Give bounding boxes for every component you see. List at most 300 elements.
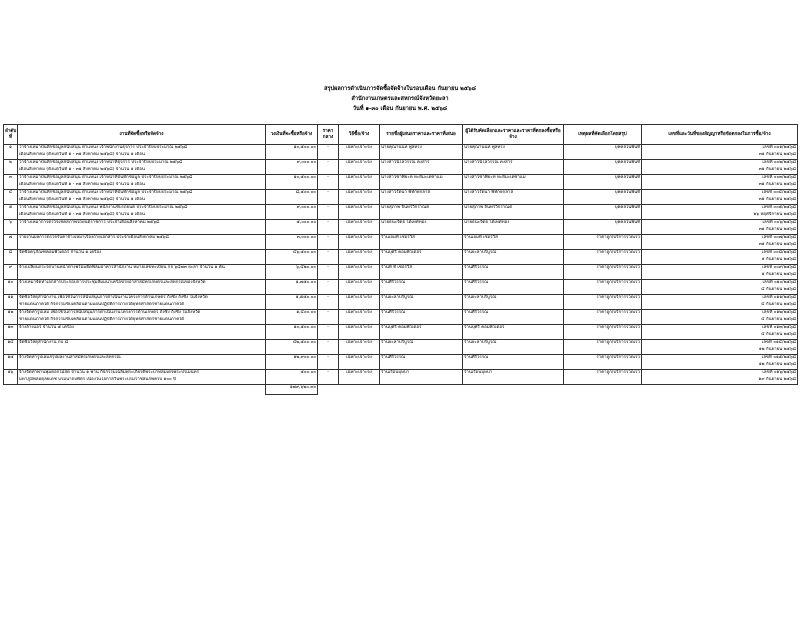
table-row xyxy=(4,295,798,303)
contract-number: เลขที่ ๐๐๖/๒๕๖๘ xyxy=(642,220,798,228)
bidder-name: ร้านเอ็มที เซอร์วิส xyxy=(380,235,463,243)
budget-amount: ๕๐๐.๐๐ xyxy=(266,370,318,378)
row-number-cont xyxy=(4,257,18,265)
median-price: - xyxy=(318,295,339,303)
item-description-cont xyxy=(18,347,266,355)
procurement-method: เฉพาะเจาะจง xyxy=(339,370,380,378)
method-cont xyxy=(339,212,380,220)
reason-cont xyxy=(564,152,642,160)
method-cont xyxy=(339,362,380,370)
budget-amount: ๘,๕๐๐.๐๐ xyxy=(266,190,318,198)
method-cont xyxy=(339,302,380,310)
bidder-name: ร้านบุศรี คอมพิวเตอร์ xyxy=(380,325,463,333)
table-row-continued xyxy=(4,212,798,220)
table-row-continued xyxy=(4,377,798,385)
budget-amount: ๓,๐๐๐.๐๐ xyxy=(266,235,318,243)
table-row-continued xyxy=(4,257,798,265)
reason-cont xyxy=(564,197,642,205)
method-cont xyxy=(339,347,380,355)
vendor-cont xyxy=(463,257,564,265)
median-cont xyxy=(318,227,339,235)
total-spacer xyxy=(642,385,798,395)
total-amount: ๑๗๙,๖๒๐.๓๐ xyxy=(266,385,318,395)
reason-cont xyxy=(564,272,642,280)
bidder-cont xyxy=(380,182,463,190)
contract-number: เลขที่ ๐๐๗/๒๕๖๘ xyxy=(642,235,798,243)
budget-cont xyxy=(266,212,318,220)
item-description: จ้างเหมาจัดทำเอกสารประกอบการประชุมสัมมนาเครือข่ายอาสาสมัครเกษตรและสหกรณ์ของจังหวัด xyxy=(18,280,266,288)
method-cont xyxy=(339,167,380,175)
selected-vendor: ร้านศิริวรรณ xyxy=(463,280,564,288)
table-row xyxy=(4,220,798,228)
selection-reason: บุคคลในพื้นที่ xyxy=(564,190,642,198)
row-number: ๓ xyxy=(4,175,18,183)
contract-date: ๔ กันยายน ๒๕๖๘ xyxy=(642,317,798,325)
row-number-cont xyxy=(4,362,18,370)
median-price: - xyxy=(318,325,339,333)
table-row-continued xyxy=(4,227,798,235)
budget-cont xyxy=(266,152,318,160)
budget-cont xyxy=(266,377,318,385)
budget-cont xyxy=(266,302,318,310)
budget-amount: ๑๐,๕๐๐.๐๐ xyxy=(266,175,318,183)
median-cont xyxy=(318,182,339,190)
bidder-cont xyxy=(380,212,463,220)
budget-cont xyxy=(266,332,318,340)
median-cont xyxy=(318,242,339,250)
selected-vendor: นายคุณานนท์ พูลทรง xyxy=(463,145,564,153)
bidder-name: นายคุณานนท์ พูลทรง xyxy=(380,145,463,153)
budget-cont xyxy=(266,197,318,205)
selection-reason: บุคคลในพื้นที่ xyxy=(564,175,642,183)
reason-cont xyxy=(564,362,642,370)
vendor-cont xyxy=(463,362,564,370)
selection-reason: บุคคลในพื้นที่ xyxy=(564,145,642,153)
bidder-cont xyxy=(380,227,463,235)
budget-amount: ๔๖,๕๐๐.๐๐ xyxy=(266,250,318,258)
budget-amount: ๑,๔๐๐.๐๐ xyxy=(266,310,318,318)
row-number: ๑๑ xyxy=(4,295,18,303)
row-number: ๙ xyxy=(4,265,18,273)
bidder-cont xyxy=(380,347,463,355)
contract-number: เลขที่ ๐๑๕/๒๕๖๘ xyxy=(642,355,798,363)
budget-cont xyxy=(266,257,318,265)
vendor-cont xyxy=(463,377,564,385)
vendor-cont xyxy=(463,317,564,325)
table-row-continued xyxy=(4,287,798,295)
budget-amount: ๔๒,๕๐๐.๐๐ xyxy=(266,340,318,348)
selected-vendor: ร้านยะลาบริบูรณ์ xyxy=(463,250,564,258)
bidder-cont xyxy=(380,317,463,325)
row-number: ๒ xyxy=(4,160,18,168)
table-row xyxy=(4,280,798,288)
item-description: จ้างจัดทำรูปเล่ม เพื่อใช้ในการสนับสนุนการดำเนินงานโครงการด้านเกษตร ถังซึ้ง ถังซึ้ง ในจังหวัด xyxy=(18,310,266,318)
table-body xyxy=(4,145,798,395)
row-number-cont xyxy=(4,332,18,340)
selection-reason: ราคาถูก/บริการรวดเร็ว xyxy=(564,370,642,378)
bidder-cont xyxy=(380,167,463,175)
budget-cont xyxy=(266,182,318,190)
item-description: จ้างจัดทำพานพุ่มดอกไม้สด จำนวน ๑ พาน กิจกรรมเฉลิมพระเกียรติพระบาทสมเด็จพระปรเมนทร xyxy=(18,370,266,378)
contract-number: เลขที่ ๐๐๔/๒๕๖๘ xyxy=(642,190,798,198)
table-row xyxy=(4,340,798,348)
reason-cont xyxy=(564,347,642,355)
contract-date: ๓๑ กันยายน ๒๕๖๘ xyxy=(642,167,798,175)
vendor-cont xyxy=(463,212,564,220)
budget-amount: ๖,๔๒๐.๐๐ xyxy=(266,265,318,273)
table-row xyxy=(4,370,798,378)
row-number-cont xyxy=(4,197,18,205)
column-header: ลำดับที่ xyxy=(4,125,18,145)
budget-cont xyxy=(266,227,318,235)
contract-number: เลขที่ ๐๐๒/๒๕๖๘ xyxy=(642,160,798,168)
selected-vendor: นายสุภาพ จินทร์วิกราณต์ xyxy=(463,205,564,213)
bidder-name: ร้านยะลาบริบูรณ์ xyxy=(380,340,463,348)
budget-cont xyxy=(266,347,318,355)
table-row xyxy=(4,265,798,273)
item-description: จ้างจัดทำรูปเล่มสรุปผลงานสาสมัครเกษตรและสหกรณ์ xyxy=(18,355,266,363)
row-number-cont xyxy=(4,302,18,310)
column-header: ผู้ได้รับคัดเลือกและราคาและราคาที่ตกลงซื้อหรือจ้าง xyxy=(463,125,564,145)
contract-date: ๔ กันยายน ๒๕๖๘ xyxy=(642,302,798,310)
selected-vendor: นางสาวซาฟียะห์ หะยีมะเด็ซาแม xyxy=(463,175,564,183)
bidder-name: ร้านศิริวรรณ xyxy=(380,280,463,288)
vendor-cont xyxy=(463,152,564,160)
reason-cont xyxy=(564,377,642,385)
office-name: สำนักงานเกษตรและสหกรณ์จังหวัดยะลา xyxy=(351,96,449,102)
selected-vendor: นางสาวรัตนา พิทักษ์กลาส xyxy=(463,190,564,198)
table-row xyxy=(4,310,798,318)
vendor-cont xyxy=(463,272,564,280)
bidder-cont xyxy=(380,332,463,340)
contract-number: เลขที่ ๐๐๘/๒๕๖๘ xyxy=(642,250,798,258)
budget-cont xyxy=(266,317,318,325)
bidder-name: ร้านเรือนบุษบา xyxy=(380,370,463,378)
selection-reason: ราคาถูก/บริการรวดเร็ว xyxy=(564,355,642,363)
row-number-cont xyxy=(4,182,18,190)
procurement-method: เฉพาะเจาะจง xyxy=(339,220,380,228)
selection-reason: ราคาถูก/บริการรวดเร็ว xyxy=(564,265,642,273)
table-row-continued xyxy=(4,347,798,355)
reason-cont xyxy=(564,287,642,295)
selection-reason: ราคาถูก/บริการรวดเร็ว xyxy=(564,280,642,288)
median-price: - xyxy=(318,250,339,258)
median-cont xyxy=(318,347,339,355)
item-description: ว่าจ้างเหมาบันทึกข้อมูลสนับสนุน ตำแหน่ง เจ้าพนักงานธุรการ ประจำปีงบประมาณ ๒๕๖๘ xyxy=(18,145,266,153)
contract-number: เลขที่ ๐๑๐/๒๕๖๘ xyxy=(642,280,798,288)
column-header: ราคากลาง xyxy=(318,125,339,145)
budget-amount: ๑๐,๕๐๐.๐๐ xyxy=(266,145,318,153)
item-description: ว่าจ้างเหมาบันทึกข้อมูลสนับสนุน ตำแหน่ง เจ้าหน้าที่บันทึกข้อมูล ประจำปีงบประมาณ ๒๕๖๘ xyxy=(18,175,266,183)
table-row-continued xyxy=(4,332,798,340)
table-row-continued xyxy=(4,242,798,250)
contract-number: เลขที่ ๐๑๖/๒๕๖๘ xyxy=(642,370,798,378)
median-price: - xyxy=(318,310,339,318)
selection-reason: บุคคลในพื้นที่ xyxy=(564,205,642,213)
budget-cont xyxy=(266,242,318,250)
procurement-method: เฉพาะเจาะจง xyxy=(339,265,380,273)
contract-date: ๔ กันยายน ๒๕๖๘ xyxy=(642,287,798,295)
column-header: เหตุผลที่คัดเลือกโดยสรุป xyxy=(564,125,642,145)
median-price: - xyxy=(318,340,339,348)
vendor-cont xyxy=(463,347,564,355)
bidder-name: นางสาวนิโลวรรณ คงสาร์ xyxy=(380,160,463,168)
row-number: ๑๖ xyxy=(4,370,18,378)
median-cont xyxy=(318,302,339,310)
item-description-cont: มหาภูมิพลอดุลยเดช บรมนาถบพิตร เนื่องในโอกาสวันพระบรมราชสมภพครบ ๑๐๐ ปี xyxy=(18,377,266,385)
reason-cont xyxy=(564,302,642,310)
contract-date: ๓๑ กันยายน ๒๕๖๘ xyxy=(642,227,798,235)
bidder-name: นางสาวรัตนา พิทักษ์กลาส xyxy=(380,190,463,198)
table-row xyxy=(4,355,798,363)
budget-amount: ๑๐,๕๐๐.๐๐ xyxy=(266,325,318,333)
vendor-cont xyxy=(463,287,564,295)
method-cont xyxy=(339,197,380,205)
bidder-cont xyxy=(380,377,463,385)
reason-cont xyxy=(564,182,642,190)
table-row-continued xyxy=(4,152,798,160)
item-description-cont xyxy=(18,332,266,340)
item-description-cont xyxy=(18,362,266,370)
selected-vendor: ร้านศิริวรรณ xyxy=(463,355,564,363)
contract-number: เลขที่ ๐๑๓/๒๕๖๘ xyxy=(642,325,798,333)
contract-date: ๓๑ กันยายน ๒๕๖๘ xyxy=(642,242,798,250)
procurement-method: เฉพาะเจาะจง xyxy=(339,310,380,318)
reason-cont xyxy=(564,167,642,175)
row-number-cont xyxy=(4,152,18,160)
item-description-cont xyxy=(18,242,266,250)
procurement-method: เฉพาะเจาะจง xyxy=(339,175,380,183)
row-number: ๗ xyxy=(4,235,18,243)
median-cont xyxy=(318,362,339,370)
budget-amount: ๕,๐๐๐.๐๐ xyxy=(266,220,318,228)
item-description: จัดซื้อครุภัณฑ์คอมพิวเตอร์ จำนวน ๑ เครื่อง xyxy=(18,250,266,258)
table-row xyxy=(4,190,798,198)
column-header: งานที่จัดซื้อหรือจัดจ้าง xyxy=(18,125,266,145)
table-row xyxy=(4,175,798,183)
item-description-cont xyxy=(18,257,266,265)
method-cont xyxy=(339,242,380,250)
bidder-cont xyxy=(380,197,463,205)
table-row xyxy=(4,145,798,153)
selection-reason: ราคาถูก/บริการรวดเร็ว xyxy=(564,340,642,348)
method-cont xyxy=(339,152,380,160)
row-number: ๔ xyxy=(4,190,18,198)
item-description-cont xyxy=(18,272,266,280)
procurement-method: เฉพาะเจาะจง xyxy=(339,160,380,168)
selection-reason: ราคาถูก/บริการรวดเร็ว xyxy=(564,325,642,333)
contract-date: ๑๒ กันยายน ๒๕๖๘ xyxy=(642,362,798,370)
item-description: ว่าจ้างเหมาการตรวจเช็คสภาพรถยนต์ราชการ ประจำเดือนสิงหาคม ๒๕๖๘ xyxy=(18,220,266,228)
row-number-cont xyxy=(4,347,18,355)
procurement-table xyxy=(3,124,798,395)
median-price: - xyxy=(318,175,339,183)
procurement-method: เฉพาะเจาะจง xyxy=(339,280,380,288)
item-description-cont: เดือนสิงหาคม (ตั้งแต่วันที่ ๑ - ๓๑ สิงหาคม ๒๕๖๘) จำนวน ๑ เดือน xyxy=(18,212,266,220)
contract-number: เลขที่ ๐๑๑/๒๕๖๘ xyxy=(642,295,798,303)
median-cont xyxy=(318,167,339,175)
contract-number: เลขที่ ๐๑๔/๒๕๖๘ xyxy=(642,340,798,348)
method-cont xyxy=(339,377,380,385)
document-header xyxy=(0,84,800,114)
row-number-cont xyxy=(4,287,18,295)
contract-date: ๑๙ กันยายน ๒๕๖๘ xyxy=(642,377,798,385)
vendor-cont xyxy=(463,197,564,205)
row-number: ๑๔ xyxy=(4,340,18,348)
selected-vendor: ร้านศิริวรรณ xyxy=(463,310,564,318)
row-number: ๘ xyxy=(4,250,18,258)
table-row-continued xyxy=(4,272,798,280)
method-cont xyxy=(339,332,380,340)
item-description: ว่าจ้างเหมาบันทึกข้อมูลสนับสนุน ตำแหน่ง เจ้าหน้าที่ธุรการ ประจำปีงบประมาณ ๒๕๖๘ xyxy=(18,160,266,168)
reason-cont xyxy=(564,242,642,250)
procurement-method: เฉพาะเจาะจง xyxy=(339,355,380,363)
procurement-method: เฉพาะเจาะจง xyxy=(339,205,380,213)
contract-number: เลขที่ ๐๑๒/๒๕๖๘ xyxy=(642,310,798,318)
median-cont xyxy=(318,317,339,325)
bidder-cont xyxy=(380,287,463,295)
selection-reason: ราคาถูก/บริการรวดเร็ว xyxy=(564,235,642,243)
item-description-cont xyxy=(18,227,266,235)
item-description: จัดซื้อวัสดุสำนักงาน กบ ๘ xyxy=(18,340,266,348)
row-number: ๖ xyxy=(4,220,18,228)
contract-number: เลขที่ ๐๐๑/๒๕๖๘ xyxy=(642,145,798,153)
row-number: ๕ xyxy=(4,205,18,213)
vendor-cont xyxy=(463,227,564,235)
vendor-cont xyxy=(463,182,564,190)
bidder-cont xyxy=(380,272,463,280)
procurement-method: เฉพาะเจาะจง xyxy=(339,250,380,258)
median-price: - xyxy=(318,265,339,273)
bidder-cont xyxy=(380,152,463,160)
method-cont xyxy=(339,317,380,325)
row-number-cont xyxy=(4,167,18,175)
method-cont xyxy=(339,227,380,235)
item-description-cont xyxy=(18,287,266,295)
selected-vendor: ร้านเอ็มที เซอร์วิส xyxy=(463,235,564,243)
bidder-cont xyxy=(380,302,463,310)
item-description-cont: เดือนสิงหาคม (ตั้งแต่วันที่ ๑ - ๓๑ สิงหาคม ๒๕๖๘) จำนวน ๑ เดือน xyxy=(18,182,266,190)
row-number: ๑๒ xyxy=(4,310,18,318)
contract-number: เลขที่ ๐๐๕/๒๕๖๘ xyxy=(642,205,798,213)
median-price: - xyxy=(318,220,339,228)
table-row-continued xyxy=(4,362,798,370)
total-spacer xyxy=(4,385,18,395)
median-cont xyxy=(318,332,339,340)
procurement-method: เฉพาะเจาะจง xyxy=(339,145,380,153)
selection-reason: บุคคลในพื้นที่ xyxy=(564,220,642,228)
column-header: วิธีซื้อ/จ้าง xyxy=(339,125,380,145)
selection-reason: ราคาถูก/บริการรวดเร็ว xyxy=(564,295,642,303)
median-price: - xyxy=(318,145,339,153)
reason-cont xyxy=(564,257,642,265)
selected-vendor: ร้านเรือนบุษบา xyxy=(463,370,564,378)
bidder-name: ร้านศิริวรรณ xyxy=(380,355,463,363)
bidder-name: ร้านบุศรี คอมพิวเตอร์ xyxy=(380,250,463,258)
reason-cont xyxy=(564,332,642,340)
table-row xyxy=(4,325,798,333)
bidder-name: ร้านศิริวรรณ xyxy=(380,310,463,318)
median-cont xyxy=(318,257,339,265)
median-price: - xyxy=(318,190,339,198)
budget-cont xyxy=(266,287,318,295)
contract-date: ๔ กันยายน ๒๕๖๘ xyxy=(642,332,798,340)
item-description: จ้างเปลี่ยนกระจกบานหน้าต่างพร้อมติดฟิล์มอาคารสำนักงาน หมายเลขทะเบียน กจ ๖๔๗๓ ยะลา จำนวน ๑ คัน xyxy=(18,265,266,273)
selection-reason: ราคาถูก/บริการรวดเร็ว xyxy=(564,250,642,258)
table-row-continued xyxy=(4,302,798,310)
item-description-cont: เดือนสิงหาคม (ตั้งแต่วันที่ ๑ - ๓๑ สิงหาคม ๒๕๖๘) จำนวน ๑ เดือน xyxy=(18,197,266,205)
vendor-cont xyxy=(463,302,564,310)
bidder-name: นางสาวซาฟียะห์ หะยีมะเด็ซาแม xyxy=(380,175,463,183)
column-header: รายชื่อผู้เสนอราคาและราคาที่เสนอ xyxy=(380,125,463,145)
median-cont xyxy=(318,287,339,295)
contract-number: เลขที่ ๐๐๓/๒๕๖๘ xyxy=(642,175,798,183)
median-price: - xyxy=(318,235,339,243)
bidder-name: นายธนะจิตจ ได้เทศทอง xyxy=(380,220,463,228)
report-date: วันที่ ๑-๓๐ เดือน กันยายน พ.ศ. ๒๕๖๘ xyxy=(352,106,448,112)
report-title: สรุปผลการดำเนินการจัดซื้อจัดจ้างในรอบเดือน กันยายน ๒๕๖๘ xyxy=(324,86,476,92)
item-description-cont: ชายแดนภาคใต้ กิจกรรมขับเคลื่อนตามแผนปฏิบัติการภายใต้ยุทธศาสตร์ชายแดนภาคใต้ xyxy=(18,302,266,310)
row-number-cont xyxy=(4,272,18,280)
item-description: จ้างล้างแอร์ จำนวน ๕ เครื่อง xyxy=(18,325,266,333)
row-number-cont xyxy=(4,377,18,385)
budget-amount: ๙,๐๐๐.๐๐ xyxy=(266,205,318,213)
bidder-name: ร้านยะลาบริบูรณ์ xyxy=(380,295,463,303)
bidder-name: นายสุภาพ จินทร์วิกราณต์ xyxy=(380,205,463,213)
selected-vendor: ร้านบุศรี คอมพิวเตอร์ xyxy=(463,325,564,333)
vendor-cont xyxy=(463,242,564,250)
contract-date: ๓๑ กันยายน ๒๕๖๘ xyxy=(642,197,798,205)
budget-cont xyxy=(266,362,318,370)
method-cont xyxy=(339,257,380,265)
median-cont xyxy=(318,377,339,385)
total-spacer xyxy=(564,385,642,395)
procurement-method: เฉพาะเจาะจง xyxy=(339,295,380,303)
budget-amount: ๑,๗๕๐.๐๐ xyxy=(266,280,318,288)
median-price: - xyxy=(318,370,339,378)
contract-date: ๑๒ กันยายน ๒๕๖๘ xyxy=(642,347,798,355)
row-number-cont xyxy=(4,242,18,250)
table-row-continued xyxy=(4,167,798,175)
column-header: วงเงินที่จะซื้อหรือจ้าง xyxy=(266,125,318,145)
contract-number: เลขที่ ๐๐๙/๒๕๖๘ xyxy=(642,265,798,273)
selected-vendor: นายธนะจิตจ ได้เทศทอง xyxy=(463,220,564,228)
procurement-method: เฉพาะเจาะจง xyxy=(339,235,380,243)
contract-date: ๑ กันยายน ๒๕๖๘ xyxy=(642,272,798,280)
item-description-cont: ชายแดนภาคใต้ กิจกรรมขับเคลื่อนตามแผนปฏิบัติการภายใต้ยุทธศาสตร์ชายแดนภาคใต้ xyxy=(18,317,266,325)
procurement-method: เฉพาะเจาะจง xyxy=(339,340,380,348)
median-price: - xyxy=(318,205,339,213)
selected-vendor: ร้านศิริวรรณ xyxy=(463,265,564,273)
item-description: จัดซื้อวัสดุสำนักงาน เพื่อใช้ในการสนับสนุนการดำเนินงานโครงการด้านเกษตร ถังซึ้ง ถังซึ้ง ในจังหวัด xyxy=(18,295,266,303)
total-spacer xyxy=(318,385,339,395)
row-number-cont xyxy=(4,317,18,325)
row-number-cont xyxy=(4,227,18,235)
contract-date: ๓๑ กันยายน ๒๕๖๘ xyxy=(642,152,798,160)
budget-cont xyxy=(266,272,318,280)
total-spacer xyxy=(18,385,266,395)
vendor-cont xyxy=(463,332,564,340)
table-row xyxy=(4,235,798,243)
procurement-method: เฉพาะเจาะจง xyxy=(339,190,380,198)
bidder-cont xyxy=(380,257,463,265)
table-row xyxy=(4,160,798,168)
row-number: ๑๓ xyxy=(4,325,18,333)
table-row-continued xyxy=(4,317,798,325)
item-description: ว่าจ้างเหมาบันทึกข้อมูลสนับสนุน ตำแหน่ง พนักงานขับรถยนต์ ประจำปีงบประมาณ ๒๕๖๘ xyxy=(18,205,266,213)
median-cont xyxy=(318,212,339,220)
total-row xyxy=(4,385,798,395)
